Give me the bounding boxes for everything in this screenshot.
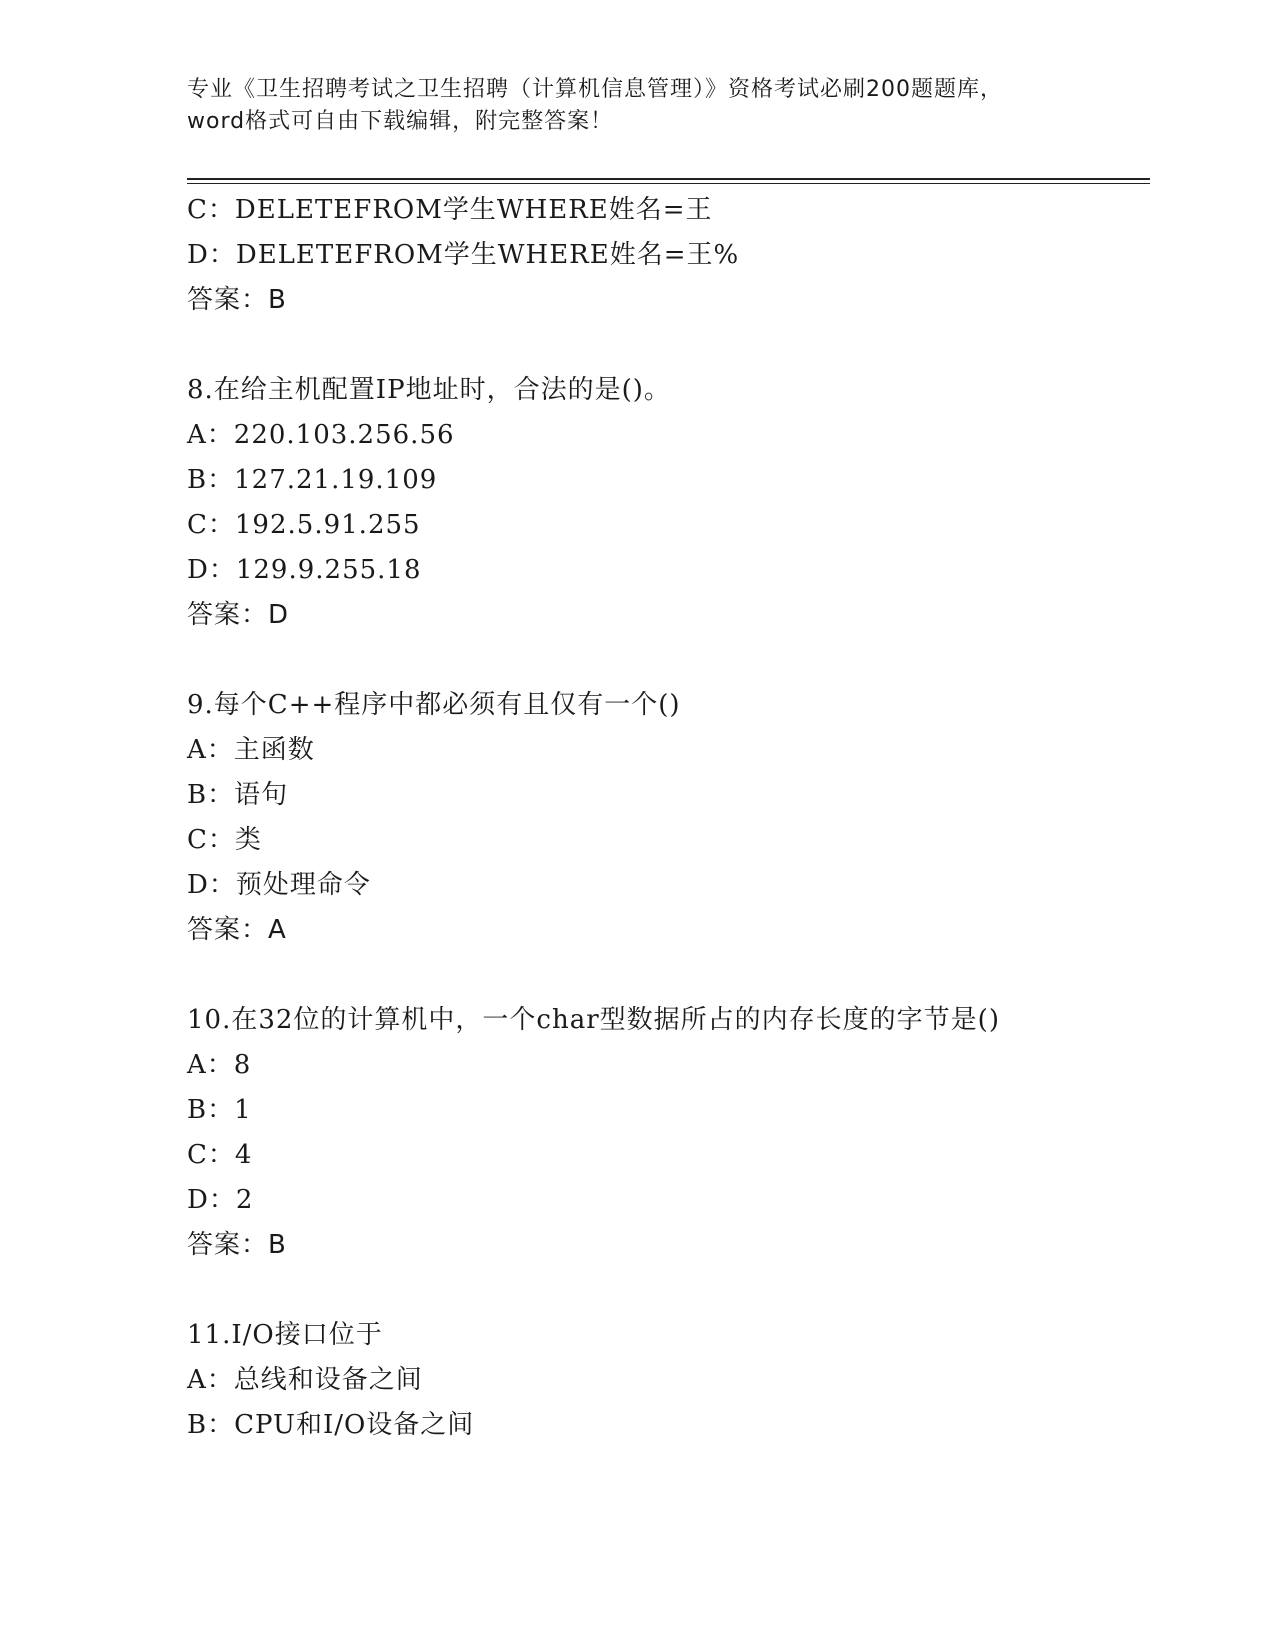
- option-c: C：类: [187, 825, 262, 855]
- option-a: A：主函数: [187, 735, 315, 765]
- question-9: 9.每个C++程序中都必须有且仅有一个(): [187, 690, 681, 720]
- answer-line: 答案：B: [187, 285, 287, 315]
- option-a: A：220.103.256.56: [187, 420, 455, 450]
- option-a: A：8: [187, 1050, 252, 1080]
- option-b: B：127.21.19.109: [187, 465, 438, 495]
- option-c: C：DELETEFROM学生WHERE姓名=王: [187, 195, 713, 225]
- question-10: 10.在32位的计算机中，一个char型数据所占的内存长度的字节是(): [187, 1005, 1000, 1035]
- header-line-2: word格式可自由下载编辑，附完整答案！: [187, 109, 614, 134]
- option-d: D：DELETEFROM学生WHERE姓名=王%: [187, 240, 740, 270]
- option-d: D：129.9.255.18: [187, 555, 422, 585]
- option-b: B：CPU和I/O设备之间: [187, 1410, 475, 1440]
- header-divider: [187, 178, 1150, 184]
- document-header: [187, 74, 1087, 138]
- answer-line: 答案：D: [187, 600, 290, 630]
- option-c: C：192.5.91.255: [187, 510, 421, 540]
- option-b: B：1: [187, 1095, 252, 1125]
- answer-line: 答案：A: [187, 915, 287, 945]
- option-c: C：4: [187, 1140, 253, 1170]
- answer-line: 答案：B: [187, 1230, 287, 1260]
- option-d: D：2: [187, 1185, 254, 1215]
- option-b: B：语句: [187, 780, 289, 810]
- header-line-1: 专业《卫生招聘考试之卫生招聘（计算机信息管理）》资格考试必刷200题题库，: [187, 77, 1003, 102]
- option-d: D：预处理命令: [187, 870, 371, 900]
- question-8: 8.在给主机配置IP地址时，合法的是()。: [187, 375, 671, 405]
- question-11: 11.I/O接口位于: [187, 1320, 383, 1350]
- option-a: A：总线和设备之间: [187, 1365, 423, 1395]
